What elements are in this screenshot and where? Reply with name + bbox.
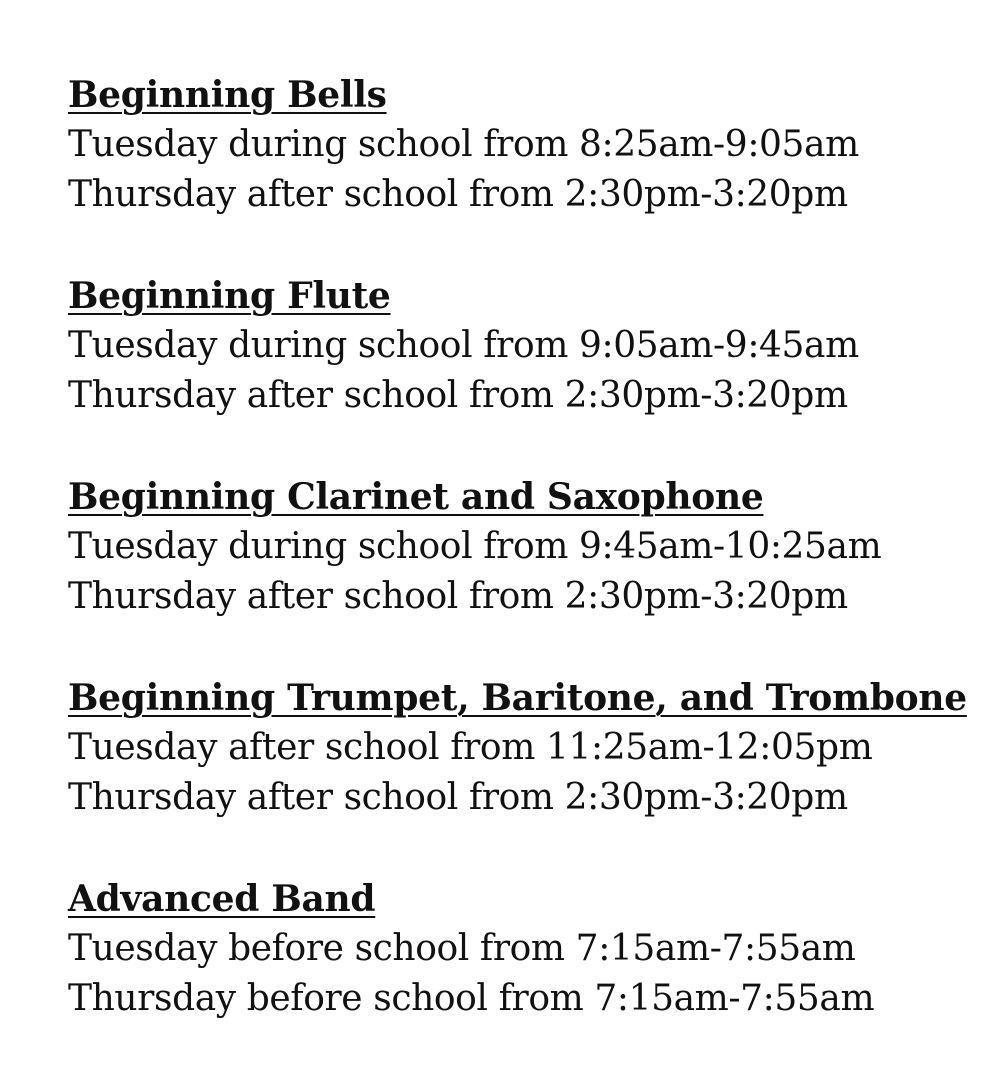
schedule-line: Thursday after school from 2:30pm-3:20pm <box>68 777 848 818</box>
schedule-line: Thursday after school from 2:30pm-3:20pm <box>68 375 848 416</box>
group-heading: Beginning Trumpet, Baritone, and Trombone <box>68 677 967 719</box>
group-heading: Beginning Bells <box>68 74 387 116</box>
schedule-document <box>68 70 968 1024</box>
schedule-group-beginning-clarinet-saxophone <box>68 472 968 622</box>
schedule-line: Thursday after school from 2:30pm-3:20pm <box>68 576 848 617</box>
group-heading: Beginning Clarinet and Saxophone <box>68 476 764 518</box>
schedule-group-beginning-brass <box>68 673 968 823</box>
schedule-line: Tuesday during school from 8:25am-9:05am <box>68 124 859 165</box>
schedule-group-beginning-flute <box>68 271 968 421</box>
group-heading: Advanced Band <box>68 878 376 920</box>
schedule-group-beginning-bells <box>68 70 968 220</box>
schedule-line: Tuesday before school from 7:15am-7:55am <box>68 928 856 969</box>
group-heading: Beginning Flute <box>68 275 391 317</box>
schedule-group-advanced-band <box>68 874 968 1024</box>
schedule-line: Thursday before school from 7:15am-7:55am <box>68 978 875 1019</box>
schedule-line: Tuesday after school from 11:25am-12:05pm <box>68 727 873 768</box>
schedule-line: Tuesday during school from 9:45am-10:25am <box>68 526 882 567</box>
schedule-line: Thursday after school from 2:30pm-3:20pm <box>68 174 848 215</box>
schedule-line: Tuesday during school from 9:05am-9:45am <box>68 325 859 366</box>
